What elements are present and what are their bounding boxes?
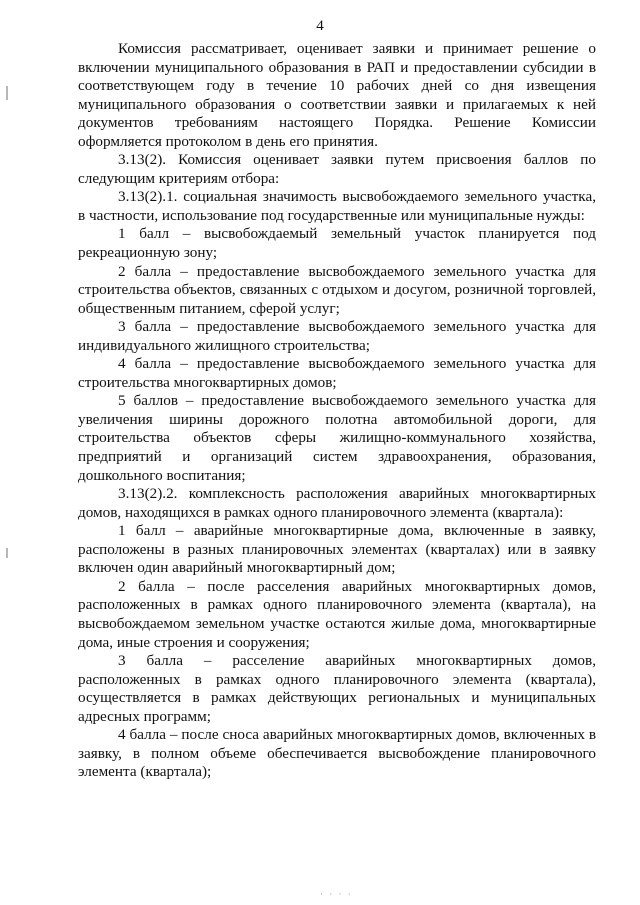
criterion-4-points: 4 балла – предоставление высвобождаемого земельного участка для строительства многоквартирных домов; xyxy=(78,355,596,391)
scan-artifact xyxy=(6,548,8,558)
paragraph-commission-review: Комиссия рассматривает, оценивает заявки и принимает решение о включении муниципального образования в РАП и предоставлении субсидии в соответствующем году в течение 10 рабочих дней со дня извещения муниципального образования о соответствии заявки и прилагаемых к ней документов требованиям настоящего Порядка. Решение Комиссии оформляется протоколом в день его принятия. xyxy=(78,40,596,150)
paragraph-3-13-2-1: 3.13(2).1. социальная значимость высвобождаемого земельного участка, в частности, использование под государственные или муниципальные нужды: xyxy=(78,188,596,224)
criterion-2-points: 2 балла – предоставление высвобождаемого земельного участка для строительства объектов, связанных с отдыхом и досугом, розничной торговлей, общественным питанием, сферой услуг; xyxy=(78,262,596,317)
scan-artifact: · · · · xyxy=(320,889,353,899)
paragraph-3-13-2: 3.13(2). Комиссия оценивает заявки путем присвоения баллов по следующим критериям отбора: xyxy=(78,151,596,187)
document-body xyxy=(78,40,596,782)
complexity-3-points: 3 балла – расселение аварийных многоквартирных домов, расположенных в рамках одного планировочного элемента (квартала), осуществляется в рамках действующих региональных и муниципальных адресных программ; xyxy=(78,652,596,725)
criterion-1-point: 1 балл – высвобождаемый земельный участок планируется под рекреационную зону; xyxy=(78,225,596,262)
page-number: 4 xyxy=(316,18,324,34)
complexity-1-point: 1 балл – аварийные многоквартирные дома, включенные в заявку, расположены в разных планировочных элементах (кварталах) или в заявку включен один аварийный многоквартирный дом; xyxy=(78,522,596,577)
criterion-5-points: 5 баллов – предоставление высвобождаемого земельного участка для увеличения ширины дорожного полотна автомобильной дороги, для строительства объектов сферы жилищно-коммунального хозяйства, предприятий и организаций систем здравоохранения, образования, дошкольного воспитания; xyxy=(78,392,596,484)
paragraph-3-13-2-2: 3.13(2).2. комплексность расположения аварийных многоквартирных домов, находящихся в рамках одного планировочного элемента (квартала): xyxy=(78,485,596,521)
complexity-4-points: 4 балла – после сноса аварийных многоквартирных домов, включенных в заявку, в полном объеме обеспечивается высвобождение планировочного элемента (квартала); xyxy=(78,726,596,781)
complexity-2-points: 2 балла – после расселения аварийных многоквартирных домов, расположенных в рамках одного планировочного элемента (квартала), на высвобождаемом земельном участке остаются жилые дома, многоквартирные дома, иные строения и сооружения; xyxy=(78,577,596,651)
criterion-3-points: 3 балла – предоставление высвобождаемого земельного участка для индивидуального жилищного строительства; xyxy=(78,318,596,354)
scan-artifact xyxy=(6,86,8,100)
